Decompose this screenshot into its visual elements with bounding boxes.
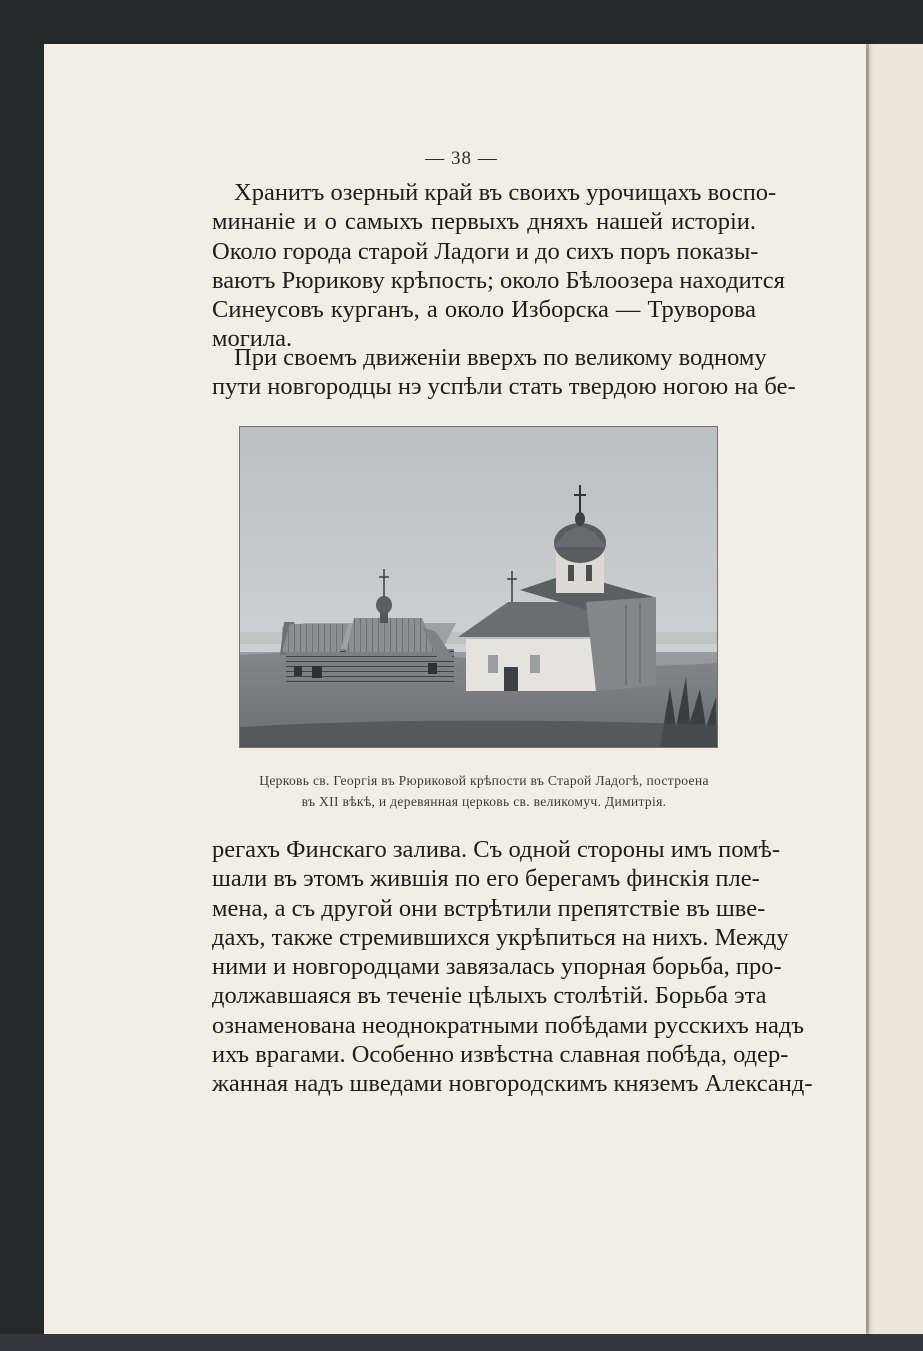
- church-engraving-image: [239, 426, 718, 748]
- page-number: — 38 —: [425, 148, 498, 169]
- adjacent-page-edge: [866, 44, 923, 1334]
- paragraph-2: [212, 343, 796, 402]
- text-line: минаніе и о самыхъ первыхъ дняхъ нашей исторіи.: [212, 208, 756, 236]
- text-line: жанная надъ шведами новгородскимъ княземъ Александ-: [212, 1070, 813, 1098]
- paragraph-3: [212, 835, 813, 1099]
- text-line: пути новгородцы нэ успѣли стать твердою ногою на бе-: [212, 373, 796, 401]
- text-line: ознаменована неоднократными побѣдами русскихъ надъ: [212, 1011, 805, 1039]
- caption-line: въ XII вѣкѣ, и деревянная церковь св. великомуч. Димитрія.: [301, 794, 667, 809]
- text-line: При своемъ движеніи вверхъ по великому водному: [234, 344, 767, 371]
- text-line: регахъ Финскаго залива. Съ одной стороны имъ помѣ-: [212, 836, 781, 863]
- paragraph-1: [212, 178, 785, 354]
- text-line: Около города старой Ладоги и до сихъ поръ показы-: [212, 237, 759, 265]
- scanner-background: [0, 1334, 923, 1351]
- text-line: ними и новгородцами завязалась упорная борьба, про-: [212, 953, 782, 981]
- text-line: шали въ этомъ жившія по его берегамъ финскія пле-: [212, 865, 760, 893]
- text-line: ваютъ Рюрикову крѣпость; около Бѣлоозера находится: [212, 266, 785, 294]
- text-line: дахъ, также стремившихся укрѣпиться на нихъ. Между: [212, 923, 789, 951]
- text-line: должавшаяся въ теченіе цѣлыхъ столѣтій. Борьба эта: [212, 982, 767, 1010]
- text-line: Синеусовъ курганъ, а около Изборска — Труворова: [212, 296, 756, 324]
- text-line: Хранитъ озерный край въ своихъ урочищахъ воспо-: [234, 179, 777, 206]
- figure-caption: [212, 770, 756, 812]
- caption-line: Церковь св. Георгія въ Рюриковой крѣпости въ Старой Ладогѣ, построена: [259, 773, 709, 788]
- text-line: мена, а съ другой они встрѣтили препятствіе въ шве-: [212, 894, 766, 922]
- text-line: могила.: [212, 325, 293, 353]
- text-line: ихъ врагами. Особенно извѣстна славная побѣда, одер-: [212, 1041, 789, 1069]
